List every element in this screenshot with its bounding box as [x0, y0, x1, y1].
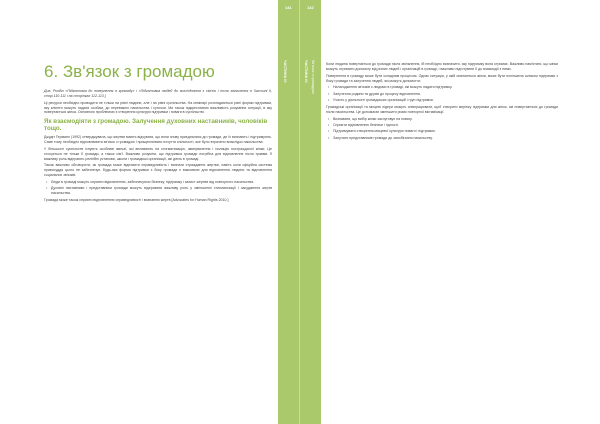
- left-closing-paragraph: Громада може також сприяти відновленню справедливості і визнанню жертв [Advocates for Human Rights 2010.]: [44, 198, 229, 202]
- page-number-left: 141: [285, 5, 292, 10]
- list-item: • Визнавати, що вибір жінки заслуговує на повагу.: [326, 117, 558, 122]
- section-heading: Як взаємодіяти з громадою. Залучення духовних наставників, чоловіків тощо.: [44, 118, 268, 133]
- vertical-section-label-right: ЧАСТИНА III: [304, 60, 308, 83]
- list-item: • Участь у діяльності громадських організацій і груп підтримки.: [326, 98, 558, 103]
- left-paragraph: Також важливо обговорити, як громада може відновити справедливість і визнати страждання жертви, навіть коли офіційна система правосуддя цього не забезпечує. Будь-яка форма підтримки з боку громади є важливою для відновлення людини та відновлення соціальних зв'язків.: [44, 163, 272, 178]
- right-bullet-list: [326, 85, 558, 103]
- vertical-section-subtitle-right: Зв'язок з громадою: [311, 60, 315, 94]
- intro-note: Див. Розділ «Підготовка до повернення в громаду» і «Підготовка людей до возз'єднання з сім'єю і після звільнення в Частині II, стор.110-111 і на сторінках 112-113.]: [44, 89, 272, 98]
- left-paragraph: У більшості суспільств існують особливі звичаї, які впливають на стигматизацію, звинувачення і ізоляцію постраждалої жінки. Це стосується не тільки її громади, а також сім'ї. Важливо розуміти, що підтримка громади потрібна для відновлення після травми. Її важливу роль відіграють релігійні установи, школи і громадські організації, які діють в громаді.: [44, 146, 272, 161]
- intro-block: [44, 89, 272, 205]
- intro-paragraph: Ці ресурси необхідно проводити не тільки на рівні людини, але і на рівні суспільства. На семінарі розглядаються різні форми підтримки, яку клієнти можуть надати особам, до переважно насильства і сутички. Ми також підкреслюємо важливість розуміння ситуації, в яку повертається жінка. Основною проблемою є створення культури підтримки і поваги в суспільстві.: [44, 100, 272, 115]
- right-paragraph: Повернення в громаду може бути складним процесом. Однак ситуація, у якій опиняються жінки, може бути поліпшена шляхом підтримки з боку громади та залучення людей, які можуть допомогти:: [326, 73, 558, 83]
- chapter-title-block: [44, 62, 274, 82]
- list-item: • Залучати представників громади до запобігання насильству.: [326, 136, 558, 141]
- list-item: • Люди в громаді можуть сприяти відновленню, забезпечуючи безпеку, підтримку і захист жертви від повторного насильства.: [44, 180, 272, 185]
- right-paragraph: Коли людина повертається до громади після звільнення, їй необхідно визначити, яку підтримку вона отримає. Важливо пам'ятати, що жінки можуть отримати допомогу від різних людей і організацій в громаді, і важливо підготувати її до взаємодії з ними.: [326, 62, 558, 71]
- list-item: • Залучення родини та друзів до процесу відновлення.: [326, 92, 558, 97]
- list-item: • Духовні наставники і представники громади можуть відігравати важливу роль у зменшенні стигматизації і засудження жертв насильства.: [44, 186, 272, 196]
- list-item: • Сприяти відновленню безпеки і гідності.: [326, 123, 558, 128]
- page-number-right: 142: [307, 5, 314, 10]
- band-divider: [299, 0, 300, 424]
- list-item: • Підтримувати створення місцевої культури поваги і підтримки.: [326, 129, 558, 134]
- chapter-title: 6. Зв'язок з громадою: [44, 62, 215, 81]
- right-bullet-list-2: [326, 117, 558, 141]
- list-item: • Налагодження зв'язків з людьми в громаді, які можуть надати підтримку.: [326, 85, 558, 90]
- left-bullet-list: [44, 180, 272, 196]
- left-paragraph: Джудіт Германn (1992) стверджувала, що жертви мають відчувати, що вони знову приєдналися до громади, де їх визнають і підтримують. Саме тому необхідно відновлювати зв'язок з громадою і прищеплювати почуття спільності, яке було втрачено внаслідок насильства.: [44, 135, 272, 145]
- right-paragraph: Громадські організації та місцеві лідери можуть співпрацювати, щоб створити мережу підтримки для жінок, які повертаються до громади після насильства. Це допомагає зменшити ризик повторної віктимізації.: [326, 104, 558, 114]
- right-column: [326, 62, 558, 142]
- vertical-section-label-left: ЧАСТИНА III: [283, 60, 287, 83]
